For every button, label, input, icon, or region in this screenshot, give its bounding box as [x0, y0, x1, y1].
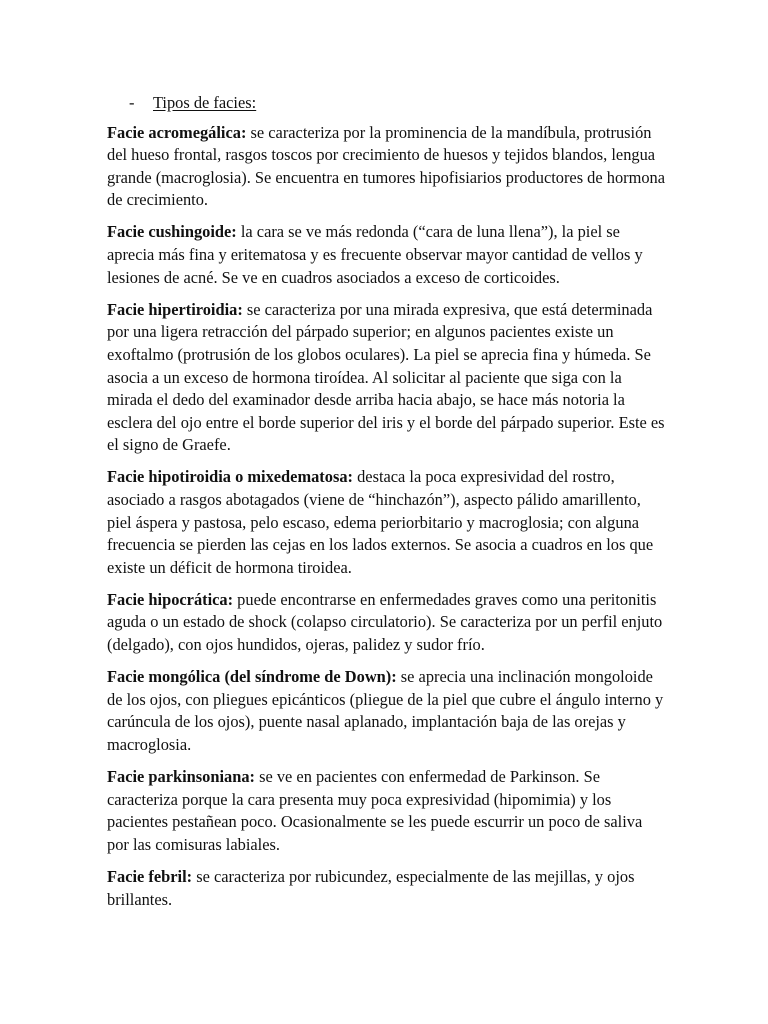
- entry-description: puede encontrarse en enfermedades graves como una peritonitis aguda o un estado de shock (colapso circulatorio). Se caracteriza por un perfil enjuto (delgado), con ojos hundidos, ojeras, palidez y sudor frío.: [107, 589, 663, 655]
- section-title: Tipos de facies:: [153, 93, 257, 112]
- entry-description: se ve en pacientes con enfermedad de Parkinson. Se caracteriza porque la cara presenta muy poca expresividad (hipomimia) y los pacientes pestañean poco. Ocasionalmente se les puede escurrir un poco de saliva por las comisuras labiales.: [107, 767, 643, 854]
- entry-acromegalica: [107, 122, 667, 212]
- entry-term: Facie hipotiroidia o mixedematosa:: [107, 467, 353, 487]
- entry-description: se caracteriza por la prominencia de la mandíbula, protrusión del hueso frontal, rasgos toscos por crecimiento de huesos y tejidos blandos, lengua grande (macroglosia). Se encuentra en tumores hipofisiarios productores de hormona de crecimiento.: [107, 122, 666, 210]
- entry-term: Facie hipertiroidia:: [107, 299, 243, 319]
- entry-description: se caracteriza por rubicundez, especialmente de las mejillas, y ojos brillantes.: [107, 866, 635, 909]
- entry-description: destaca la poca expresividad del rostro, asociado a rasgos abotagados (viene de “hinchazón”), aspecto pálido amarillento, piel áspera y pastosa, pelo escaso, edema periorbitario y macroglosia; con alguna frecuencia se pierden las cejas en los lados externos. Se asocia a cuadros en los que existe un déficit de hormona tiroidea.: [107, 467, 654, 577]
- document-body: [107, 92, 667, 921]
- entry-term: Facie parkinsoniana:: [107, 767, 255, 787]
- entry-hipocratica: [107, 589, 667, 657]
- section-heading: [107, 92, 667, 115]
- bullet-dash: -: [129, 93, 135, 112]
- entry-term: Facie febril:: [107, 866, 193, 886]
- entry-term: Facie acromegálica:: [107, 122, 247, 142]
- entry-hipotiroidia: [107, 466, 667, 579]
- entry-term: Facie hipocrática:: [107, 589, 234, 609]
- entry-term: Facie cushingoide:: [107, 222, 237, 242]
- entry-mongolica: [107, 666, 667, 756]
- entry-cushingoide: [107, 221, 667, 289]
- entry-term: Facie mongólica (del síndrome de Down):: [107, 667, 397, 687]
- entry-parkinsoniana: [107, 766, 667, 856]
- entry-description: la cara se ve más redonda (“cara de luna llena”), la piel se aprecia más fina y eritematosa y es frecuente observar mayor cantidad de vellos y lesiones de acné. Se ve en cuadros asociados a exceso de corticoides.: [107, 222, 643, 287]
- entry-hipertiroidia: [107, 299, 667, 457]
- entry-description: se aprecia una inclinación mongoloide de los ojos, con pliegues epicánticos (pliegue de la piel que cubre el ángulo interno y carúncula de los ojos), puente nasal aplanado, implantación baja de las orejas y macroglosia.: [107, 667, 664, 754]
- entry-febril: [107, 866, 667, 911]
- entry-description: se caracteriza por una mirada expresiva, que está determinada por una ligera retracción del párpado superior; en algunos pacientes existe un exoftalmo (protrusión de los globos oculares). La piel se aprecia fina y húmeda. Se asocia a un exceso de hormona tiroídea. Al solicitar al paciente que siga con la mirada el dedo del examinador desde arriba hacia abajo, se hace más notoria la esclera del ojo entre el borde superior del iris y el borde del párpado superior. Este es el signo de Graefe.: [107, 299, 665, 455]
